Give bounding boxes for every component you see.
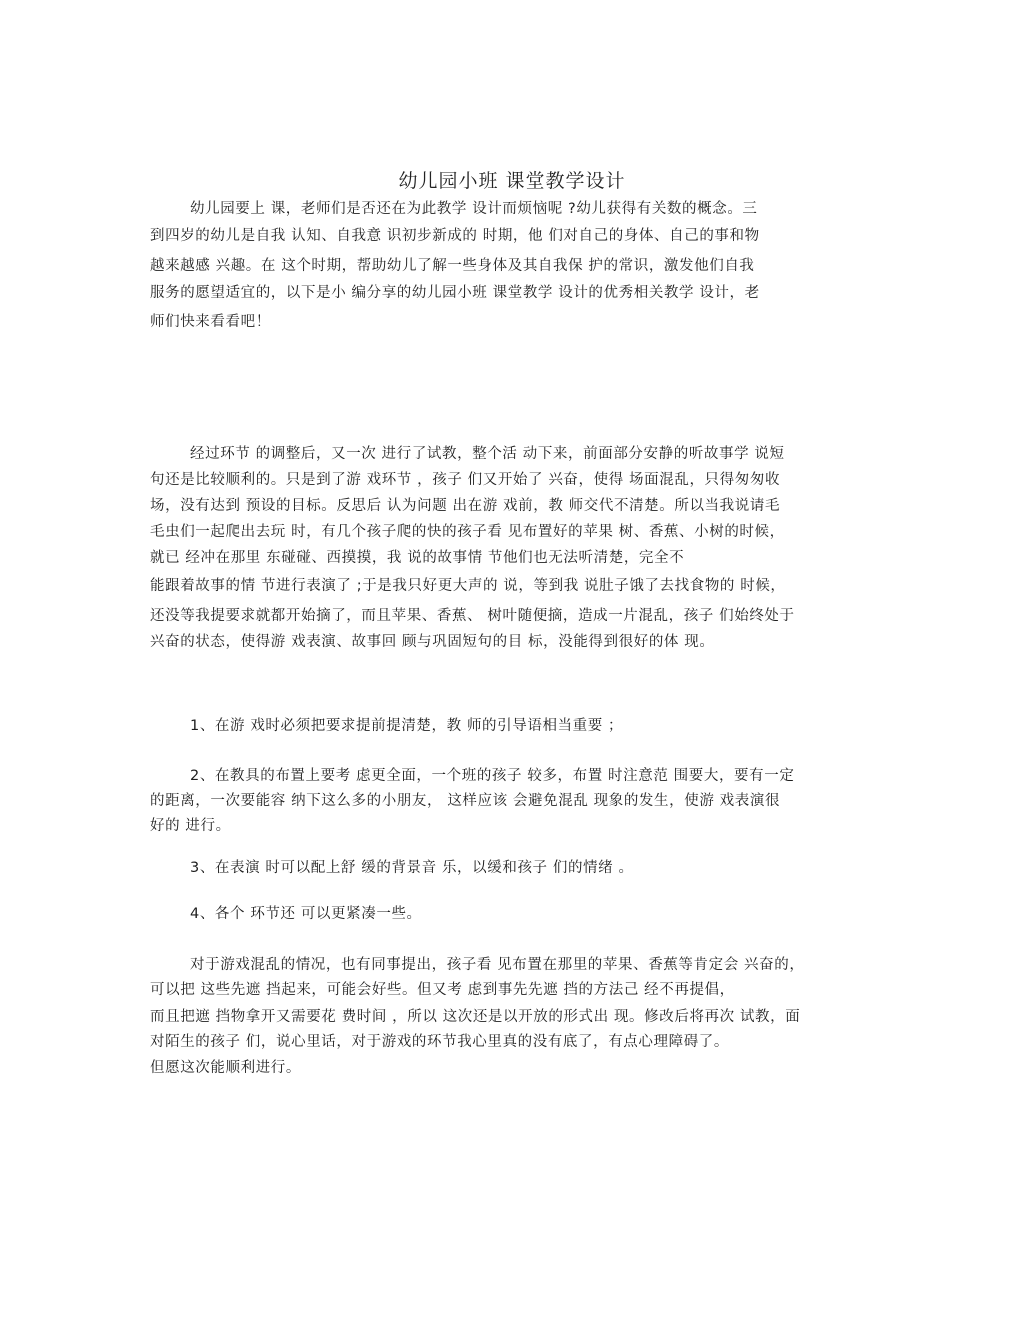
point-2-line-1: 2、在教具的布置上要考 虑更全面，一个班的孩子 较多，布置 时注意范 围要大，要有一定 [190,768,795,784]
reflection-line-4: 毛虫们一起爬出去玩 时，有几个孩子爬的快的孩子看 见布置好的苹果 树、香蕉、小树的时候， [150,524,785,540]
reflection-line-8: 兴奋的状态，使得游 戏表演、故事回 顾与巩固短句的目 标，没能得到很好的体 现。 [150,634,715,650]
intro-line-1: 幼儿园要上 课，老师们是否还在为此教学 设计而烦恼呢 ?幼儿获得有关数的概念。三 [190,201,758,217]
intro-line-2: 到四岁的幼儿是自我 认知、自我意 识初步新成的 时期，他 们对自己的身体、自己的事和物 [150,228,760,244]
reflection-line-6: 能跟着故事的情 节进行表演了 ;于是我只好更大声的 说，等到我 说肚子饿了去找食物的 时候， [150,578,786,594]
closing-line-4: 对陌生的孩子 们，说心里话，对于游戏的环节我心里真的没有底了，有点心理障碍了。 [150,1034,730,1050]
reflection-line-3: 场，没有达到 预设的目标。反思后 认为问题 出在游 戏前，教 师交代不清楚。所以当我说请毛 [150,498,781,514]
intro-line-5: 师们快来看看吧！ [150,314,271,330]
closing-line-2: 可以把 这些先遮 挡起来，可能会好些。但又考 虑到事先先遮 挡的方法己 经不再提倡， [150,982,735,998]
point-1: 1、在游 戏时必须把要求提前提清楚，教 师的引导语相当重要 ； [190,718,624,734]
reflection-line-5: 就已 经冲在那里 东碰碰、西摸摸，我 说的故事情 节他们也无法听清楚，完全不 [150,550,685,566]
reflection-line-7: 还没等我提要求就都开始摘了，而且苹果、香蕉、 树叶随便摘，造成一片混乱，孩子 们始终处于 [150,608,795,624]
intro-line-4: 服务的愿望适宜的，以下是小 编分享的幼儿园小班 课堂教学 设计的优秀相关教学 设计，老 [150,285,760,301]
closing-line-3: 而且把遮 挡物拿开又需要花 费时间 ，所以 这次还是以开放的形式出 现。修改后将再次 试教，面 [150,1009,801,1025]
point-3: 3、在表演 时可以配上舒 缓的背景音 乐，以缓和孩子 们的情绪 。 [190,860,634,876]
point-4: 4、各个 环节还 可以更紧凑一些。 [190,906,422,922]
reflection-line-2: 句还是比较顺利的。只是到了游 戏环节 ，孩子 们又开始了 兴奋，使得 场面混乱，只得匆匆收 [150,472,781,488]
point-2-line-3: 好的 进行。 [150,818,231,834]
closing-line-1: 对于游戏混乱的情况，也有同事提出，孩子看 见布置在那里的苹果、香蕉等肯定会 兴奋的， [190,957,805,973]
reflection-line-1: 经过环节 的调整后，又一次 进行了试教，整个活 动下来，前面部分安静的听故事学 说短 [190,446,785,462]
intro-line-3: 越来越感 兴趣。在 这个时期，帮助幼儿了解一些身体及其自我保 护的常识，激发他们自我 [150,258,755,274]
point-2-line-2: 的距离，一次要能容 纳下这么多的小朋友， 这样应该 会避免混乱 现象的发生，使游 戏表演很 [150,793,781,809]
closing-line-5: 但愿这次能顺利进行。 [150,1060,301,1076]
document-title: 幼儿园小班 课堂教学设计 [398,170,626,192]
